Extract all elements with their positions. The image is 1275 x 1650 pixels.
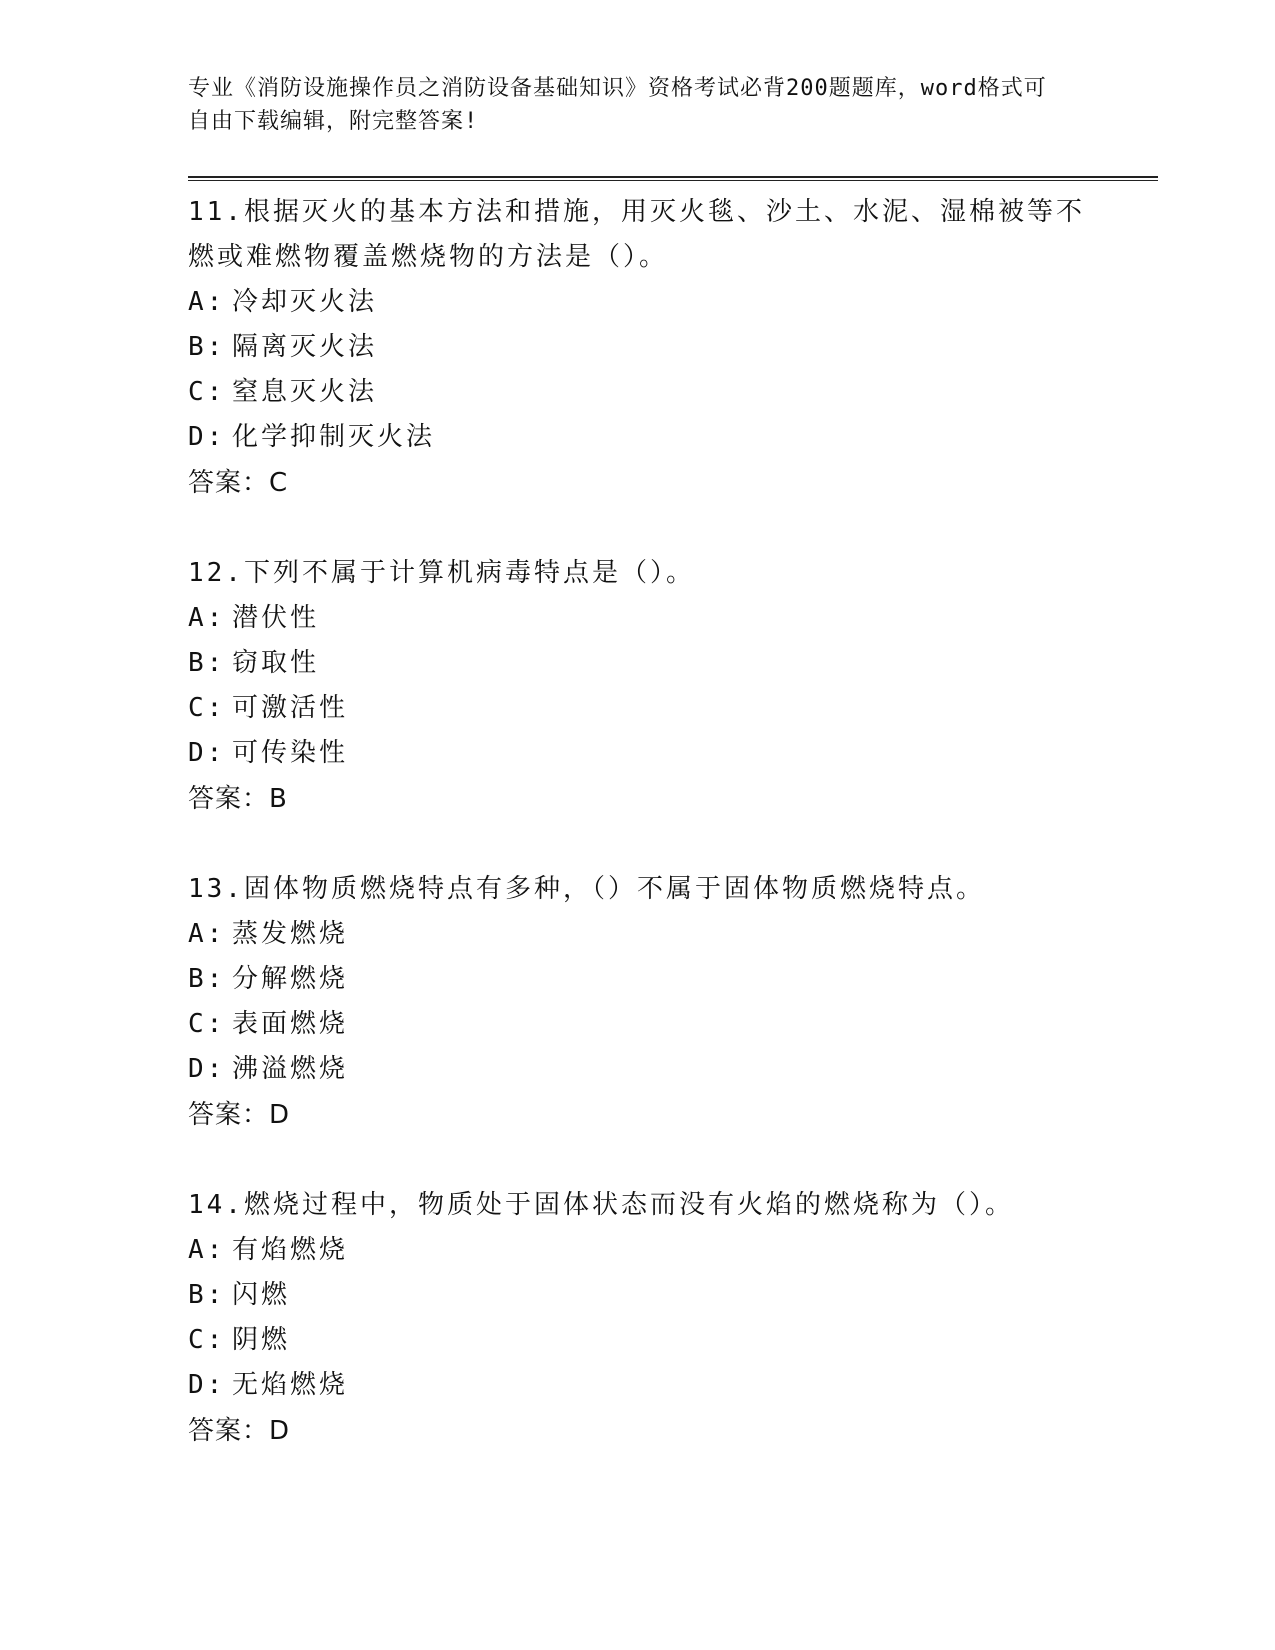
- option-text: 可传染性: [232, 738, 349, 768]
- option-letter: A:: [188, 603, 226, 633]
- option-letter: D:: [188, 1370, 226, 1400]
- option-a: [188, 912, 1088, 957]
- question-12: [188, 551, 1088, 822]
- option-letter: B:: [188, 332, 226, 362]
- option-c: [188, 1002, 1088, 1047]
- option-text: 阴燃: [232, 1325, 291, 1355]
- option-text: 闪燃: [232, 1280, 291, 1310]
- answer-line: 答案：C: [188, 468, 289, 498]
- option-d: [188, 415, 1088, 460]
- option-letter: B:: [188, 648, 226, 678]
- option-text: 窃取性: [232, 648, 320, 678]
- answer-line: 答案：D: [188, 1416, 291, 1446]
- option-text: 蒸发燃烧: [232, 919, 349, 949]
- option-text: 冷却灭火法: [232, 287, 378, 317]
- option-text: 表面燃烧: [232, 1009, 349, 1039]
- question-stem: 14.燃烧过程中，物质处于固体状态而没有火焰的燃烧称为（）。: [188, 1190, 1014, 1220]
- question-list: [188, 190, 1088, 1499]
- option-text: 无焰燃烧: [232, 1370, 349, 1400]
- option-letter: C:: [188, 1325, 226, 1355]
- header-divider: [188, 176, 1158, 181]
- option-a: [188, 596, 1088, 641]
- question-stem: 13.固体物质燃烧特点有多种，（）不属于固体物质燃烧特点。: [188, 874, 985, 904]
- question-14: [188, 1183, 1088, 1454]
- option-text: 窒息灭火法: [232, 377, 378, 407]
- option-letter: D:: [188, 1054, 226, 1084]
- question-11: [188, 190, 1088, 506]
- option-letter: D:: [188, 422, 226, 452]
- option-d: [188, 1363, 1088, 1408]
- option-a: [188, 280, 1088, 325]
- option-b: [188, 1273, 1088, 1318]
- option-letter: D:: [188, 738, 226, 768]
- option-letter: A:: [188, 287, 226, 317]
- option-letter: C:: [188, 1009, 226, 1039]
- option-d: [188, 731, 1088, 776]
- option-letter: A:: [188, 1235, 226, 1265]
- option-letter: C:: [188, 377, 226, 407]
- option-text: 隔离灭火法: [232, 332, 378, 362]
- option-letter: B:: [188, 1280, 226, 1310]
- option-b: [188, 957, 1088, 1002]
- answer-line: 答案：D: [188, 1100, 291, 1130]
- option-b: [188, 325, 1088, 370]
- option-text: 可激活性: [232, 693, 349, 723]
- option-c: [188, 370, 1088, 415]
- option-text: 分解燃烧: [232, 964, 349, 994]
- question-13: [188, 867, 1088, 1138]
- option-text: 化学抑制灭火法: [232, 422, 436, 452]
- question-stem: 12.下列不属于计算机病毒特点是（）。: [188, 558, 695, 588]
- option-text: 有焰燃烧: [232, 1235, 349, 1265]
- option-letter: C:: [188, 693, 226, 723]
- document-header: 专业《消防设施操作员之消防设备基础知识》资格考试必背200题题库，word格式可自由下载编辑，附完整答案!: [188, 76, 1047, 134]
- answer-line: 答案：B: [188, 784, 288, 814]
- question-stem: 11.根据灭火的基本方法和措施，用灭火毯、沙土、水泥、湿棉被等不燃或难燃物覆盖燃烧物的方法是（）。: [188, 197, 1085, 272]
- option-b: [188, 641, 1088, 686]
- option-d: [188, 1047, 1088, 1092]
- option-a: [188, 1228, 1088, 1273]
- option-text: 沸溢燃烧: [232, 1054, 349, 1084]
- option-letter: B:: [188, 964, 226, 994]
- option-letter: A:: [188, 919, 226, 949]
- option-c: [188, 1318, 1088, 1363]
- option-text: 潜伏性: [232, 603, 320, 633]
- option-c: [188, 686, 1088, 731]
